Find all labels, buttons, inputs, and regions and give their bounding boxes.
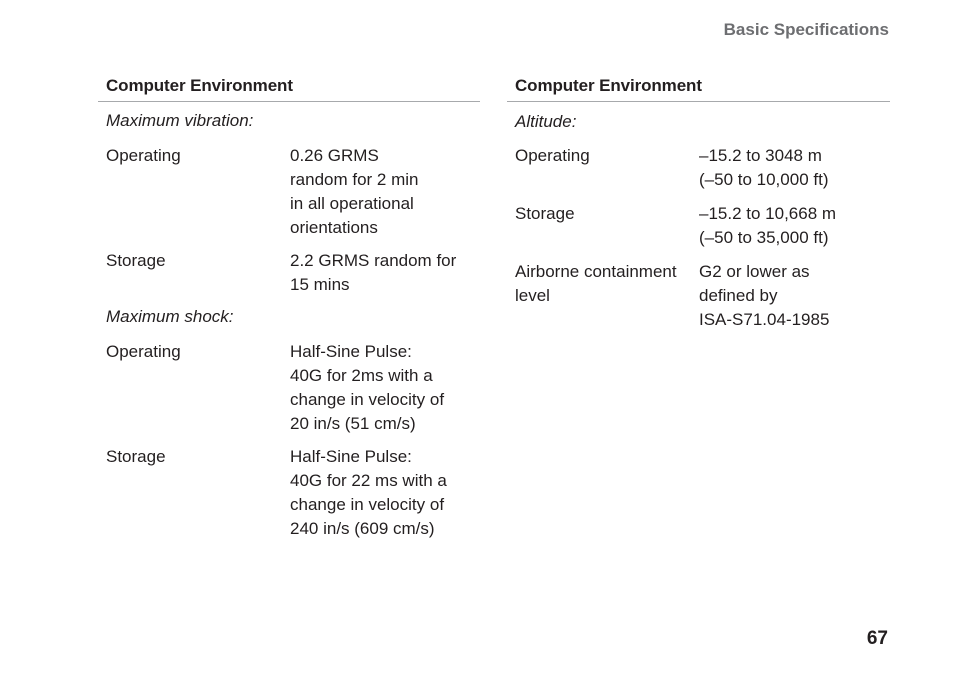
table-row xyxy=(507,202,890,250)
value-line: change in velocity of xyxy=(290,495,445,514)
row-value xyxy=(290,445,480,541)
value-line: 40G for 22 ms with a xyxy=(290,471,447,490)
row-label: Storage xyxy=(106,447,166,466)
value-line: G2 or lower as xyxy=(699,262,810,281)
value-line: 2.2 GRMS random for xyxy=(290,251,457,270)
value-line: 15 mins xyxy=(290,275,350,294)
value-line: 20 in/s (51 cm/s) xyxy=(290,414,416,433)
row-value xyxy=(290,144,480,240)
value-line: change in velocity of xyxy=(290,390,445,409)
row-label: Storage xyxy=(106,251,166,270)
table-row xyxy=(507,144,890,192)
row-label xyxy=(507,260,699,332)
row-label: Operating xyxy=(106,342,181,361)
table-row xyxy=(507,260,890,332)
value-line: 40G for 2ms with a xyxy=(290,366,433,385)
value-line: defined by xyxy=(699,286,778,305)
section-max-vibration: Maximum vibration: xyxy=(106,111,254,130)
table-row xyxy=(98,144,480,240)
section-altitude: Altitude: xyxy=(515,112,577,131)
row-label xyxy=(507,144,699,192)
section-max-shock: Maximum shock: xyxy=(106,307,234,326)
row-value xyxy=(290,340,480,436)
left-spec-table xyxy=(98,76,480,541)
value-line: 0.26 GRMS xyxy=(290,146,379,165)
value-line: –15.2 to 3048 m xyxy=(699,146,822,165)
row-label: Operating xyxy=(106,146,181,165)
left-table-heading: Computer Environment xyxy=(98,76,480,102)
row-label xyxy=(507,202,699,250)
value-line: Half-Sine Pulse: xyxy=(290,342,412,361)
value-line: (–50 to 35,000 ft) xyxy=(699,228,829,247)
row-value xyxy=(699,144,890,192)
table-row xyxy=(98,445,480,541)
row-value xyxy=(699,202,890,250)
right-spec-table xyxy=(507,76,890,332)
value-line: –15.2 to 10,668 m xyxy=(699,204,837,223)
value-line: (–50 to 10,000 ft) xyxy=(699,170,829,189)
value-line: Half-Sine Pulse: xyxy=(290,447,412,466)
page-number: 67 xyxy=(866,628,888,649)
value-line: in all operational xyxy=(290,194,414,213)
label-line: Operating xyxy=(515,146,590,165)
row-value xyxy=(290,249,480,297)
value-line: ISA-S71.04-1985 xyxy=(699,310,830,329)
row-value xyxy=(699,260,890,332)
value-line: orientations xyxy=(290,218,378,237)
table-row xyxy=(98,340,480,436)
label-line: Storage xyxy=(515,204,575,223)
right-table-heading: Computer Environment xyxy=(507,76,890,102)
header-title: Basic Specifications xyxy=(723,20,889,39)
table-row xyxy=(98,249,480,297)
value-line: 240 in/s (609 cm/s) xyxy=(290,519,435,538)
label-line: Airborne containment xyxy=(515,262,677,281)
label-line: level xyxy=(515,286,550,305)
value-line: random for 2 min xyxy=(290,170,419,189)
